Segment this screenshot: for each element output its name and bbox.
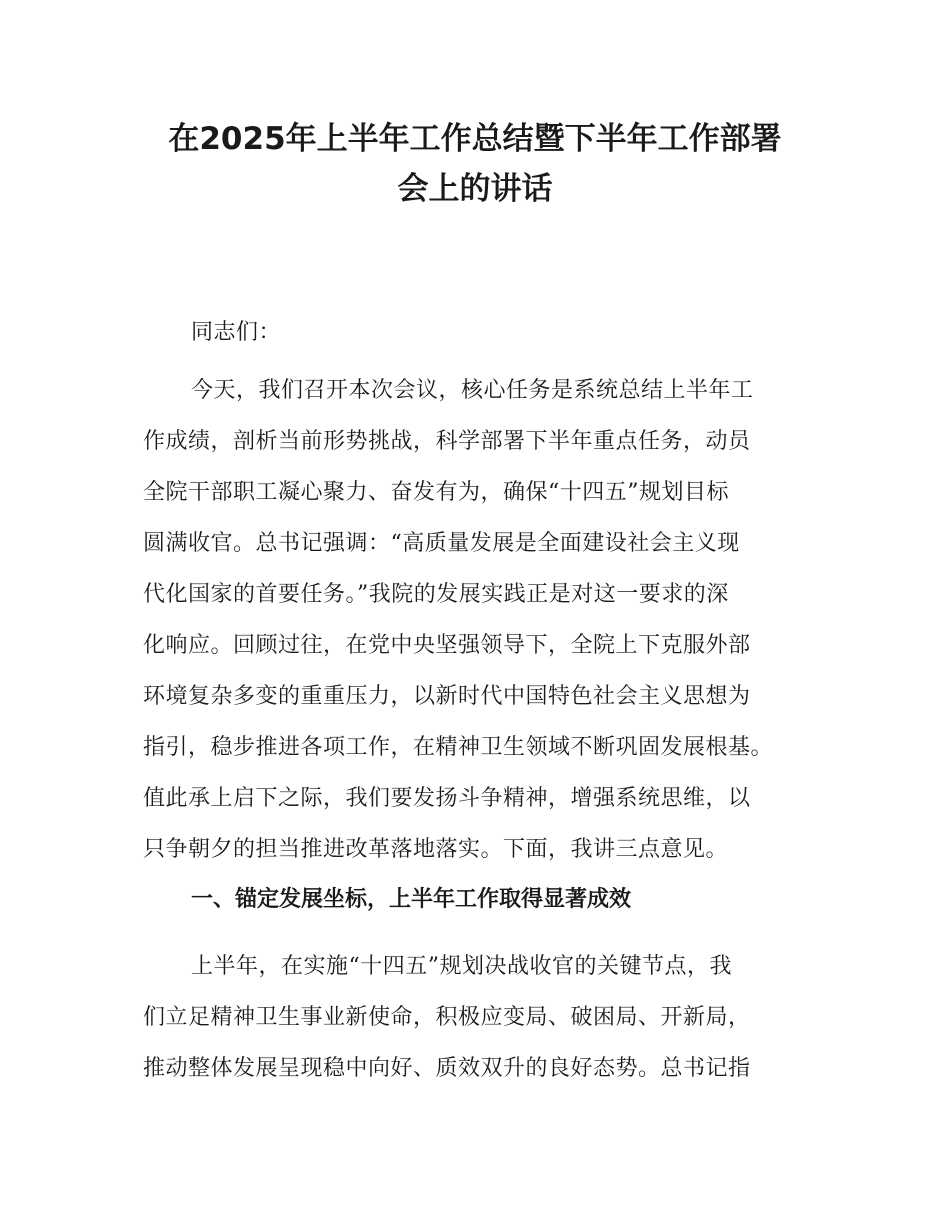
paragraph-line: 全院干部职工凝心聚力、奋发有为，确保“十四五”规划目标 (143, 480, 729, 505)
paragraph-line: 代化国家的首要任务。”我院的发展实践正是对这一要求的深 (143, 582, 729, 607)
paragraph-line: 环境复杂多变的重重压力，以新时代中国特色社会主义思想为 (143, 684, 751, 709)
paragraph-line: 上半年，在实施“十四五”规划决战收官的关键节点，我 (191, 954, 732, 979)
paragraph-line: 今天，我们召开本次会议，核心任务是系统总结上半年工 (191, 378, 754, 403)
paragraph-2 (143, 941, 823, 1094)
paragraph-line: 推动整体发展呈现稳中向好、质效双升的良好态势。总书记指 (143, 1056, 751, 1081)
paragraph-line: 指引，稳步推进各项工作，在精神卫生领域不断巩固发展根基。 (143, 735, 774, 760)
paragraph-line: 化响应。回顾过往，在党中央坚强领导下，全院上下克服外部 (143, 633, 751, 658)
section-heading-1: 一、锚定发展坐标，上半年工作取得显著成效 (191, 887, 632, 912)
paragraph-line: 们立足精神卫生事业新使命，积极应变局、破困局、开新局， (143, 1005, 751, 1030)
title-line-1: 在2025年上半年工作总结暨下半年工作部署 (168, 121, 782, 157)
document-title (120, 114, 830, 214)
paragraph-line: 作成绩，剖析当前形势挑战，科学部署下半年重点任务，动员 (143, 429, 751, 454)
paragraph-line: 圆满收官。总书记强调：“高质量发展是全面建设社会主义现 (143, 531, 740, 556)
paragraph-line: 只争朝夕的担当推进改革落地落实。下面，我讲三点意见。 (143, 837, 729, 862)
paragraph-line: 值此承上启下之际，我们要发扬斗争精神，增强系统思维，以 (143, 786, 751, 811)
paragraph-1 (143, 365, 823, 875)
title-line-2: 会上的讲话 (397, 171, 553, 207)
salutation: 同志们： (191, 320, 282, 345)
